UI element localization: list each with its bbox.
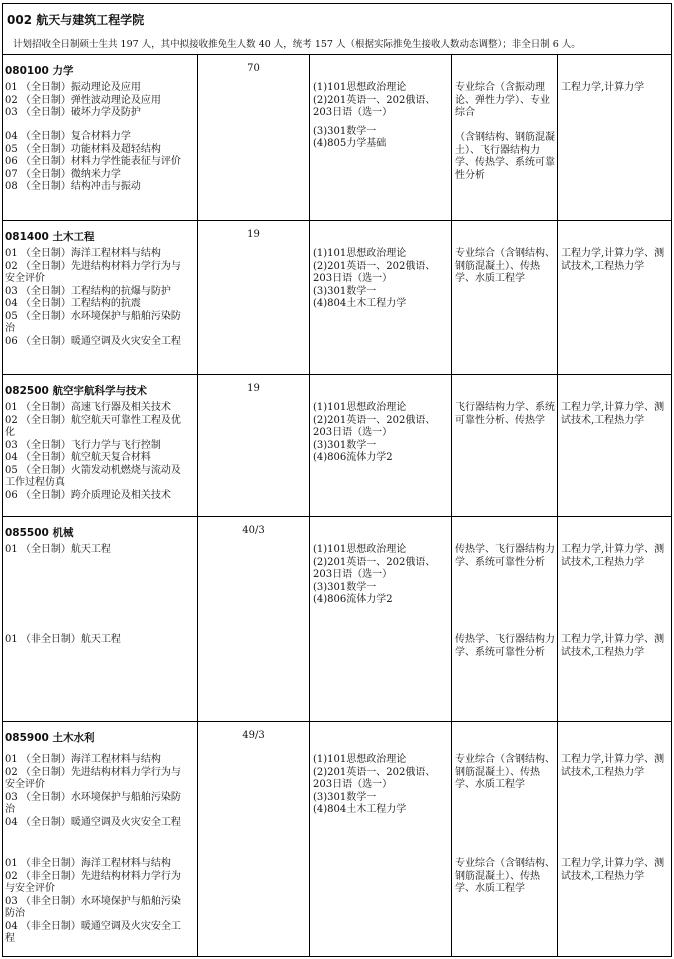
retest-subjects: 传热学、飞行器结构力学、系统可靠性分析 xyxy=(455,544,555,568)
retest-subjects: 专业综合（含钢结构、钢筋混凝土）、传热学、水质工程学 xyxy=(455,754,555,790)
research-directions xyxy=(5,402,195,502)
retest-subjects: 飞行器结构力学、系统可靠性分析、传热学 xyxy=(455,402,555,426)
major-row-082500 xyxy=(2,374,672,517)
retest-subjects: 专业综合（含振动理论、弹性力学）、专业综合 xyxy=(455,82,550,118)
major-name: 085500 机械 xyxy=(5,527,74,539)
direction-item: 程 xyxy=(5,933,15,944)
direction-item: 01 （全日制）高速飞行器及相关技术 xyxy=(5,402,171,413)
major-cell xyxy=(2,721,198,957)
exam-subject: (1)101思想政治理论 xyxy=(313,402,407,413)
major-name: 082500 航空宇航科学与技术 xyxy=(5,385,147,397)
retest-subjects-cell xyxy=(452,721,558,957)
exam-subject: 203日语（选一） xyxy=(313,273,393,284)
equivalent-subjects-cell xyxy=(558,374,672,517)
direction-item: 04 （全日制）航空航天复合材料 xyxy=(5,452,151,463)
major-row-080100 xyxy=(2,54,672,221)
direction-item: 04 （非全日制）暖通空调及火灾安全工 xyxy=(5,920,181,932)
research-directions xyxy=(5,858,195,946)
major-row-081400 xyxy=(2,220,672,375)
direction-item: 04 （全日制）工程结构的抗震 xyxy=(5,298,141,309)
direction-item: 03 （非全日制）水环境保护与船舶污染 xyxy=(5,895,181,907)
retest-subjects: 传热学、飞行器结构力学、系统可靠性分析 xyxy=(455,634,555,658)
major-cell xyxy=(2,516,198,722)
direction-item: 05 （全日制）水环境保护与船舶污染防 xyxy=(5,310,181,322)
direction-item: 01 （非全日制）海洋工程材料与结构 xyxy=(5,858,171,869)
major-name: 085900 土木水利 xyxy=(5,732,95,744)
equivalent-subjects: 工程力学,计算力学、测试技术,工程热力学 xyxy=(561,754,665,778)
direction-item: 06 （全日制）暖通空调及火灾安全工程 xyxy=(5,335,181,347)
major-row-085500 xyxy=(2,516,672,722)
exam-subjects xyxy=(313,754,449,817)
exam-subject: (3)301数学一 xyxy=(313,285,377,297)
exam-subject: (4)806流体力学2 xyxy=(313,452,393,463)
retest-subjects: 专业综合（含钢结构、钢筋混凝土）、传热学、水质工程学 xyxy=(455,858,555,894)
direction-item: 03 （全日制）飞行力学与飞行控制 xyxy=(5,439,161,451)
catalog-page xyxy=(2,3,672,957)
retest-subjects: （含钢结构、钢筋混凝土）、飞行器结构力学、传热学、系统可靠性分析 xyxy=(455,132,555,181)
direction-item: 07 （全日制）微纳米力学 xyxy=(5,168,121,180)
research-directions xyxy=(5,131,195,194)
equivalent-subjects-cell xyxy=(558,54,672,221)
exam-subject: (1)101思想政治理论 xyxy=(313,248,407,259)
direction-item: 安全评价 xyxy=(5,779,45,790)
direction-item: 05 （全日制）火箭发动机燃烧与流动及 xyxy=(5,464,181,476)
major-name: 080100 力学 xyxy=(5,65,74,77)
retest-subjects-cell xyxy=(452,54,558,221)
major-cell xyxy=(2,220,198,375)
direction-item: 02 （非全日制）先进结构材料力学行为 xyxy=(5,870,181,882)
exam-subject: 203日语（选一） xyxy=(313,427,393,438)
retest-subjects: 专业综合（含钢结构、钢筋混凝土）、传热学、水质工程学 xyxy=(455,248,555,284)
direction-item: 02 （全日制）弹性波动理论及应用 xyxy=(5,94,161,106)
direction-item: 01 （非全日制）航天工程 xyxy=(5,634,121,645)
exam-subjects-cell xyxy=(310,54,452,221)
equivalent-subjects: 工程力学,计算力学 xyxy=(561,82,645,93)
exam-subjects xyxy=(313,544,449,607)
direction-item: 04 （全日制）复合材料力学 xyxy=(5,131,131,142)
plan-cell xyxy=(198,516,310,722)
equivalent-subjects-cell xyxy=(558,516,672,722)
exam-subject: (4)806流体力学2 xyxy=(313,594,393,605)
exam-subjects-cell xyxy=(310,220,452,375)
equivalent-subjects: 工程力学,计算力学、测试技术,工程热力学 xyxy=(561,248,665,272)
direction-item: 治 xyxy=(5,323,15,334)
exam-subject: 203日语（选一） xyxy=(313,107,393,118)
plan-cell xyxy=(198,721,310,957)
direction-item: 与安全评价 xyxy=(5,883,55,894)
enrollment-count: 49/3 xyxy=(242,730,265,741)
direction-item: 03 （全日制）工程结构的抗爆与防护 xyxy=(5,285,171,297)
exam-subject: (2)201英语一、202俄语、 xyxy=(313,94,436,106)
exam-subject: 203日语（选一） xyxy=(313,569,393,580)
enrollment-plan-note: 计划招收全日制硕士生共 197 人，其中拟接收推免生人数 40 人，统考 157 人（根据实际推免生接收人数动态调整）；非全日制 6 人。 xyxy=(13,39,581,50)
exam-subject: (4)804土木工程力学 xyxy=(313,804,407,815)
direction-item: 06 （全日制）材料力学性能表征与评价 xyxy=(5,156,181,167)
major-name: 081400 土木工程 xyxy=(5,231,95,243)
exam-subject: (2)201英语一、202俄语、 xyxy=(313,414,436,426)
direction-item: 05 （全日制）功能材料及超轻结构 xyxy=(5,143,161,155)
direction-item: 01 （全日制）海洋工程材料与结构 xyxy=(5,248,161,259)
major-row-085900 xyxy=(2,721,672,957)
equivalent-subjects: 工程力学,计算力学、测试技术,工程热力学 xyxy=(561,544,665,568)
direction-item: 01 （全日制）航天工程 xyxy=(5,544,111,555)
department-header xyxy=(2,3,672,55)
exam-subject: (3)301数学一 xyxy=(313,791,377,803)
direction-item: 安全评价 xyxy=(5,273,45,284)
direction-item: 01 （全日制）海洋工程材料与结构 xyxy=(5,754,161,765)
research-directions xyxy=(5,248,195,348)
exam-subject: (1)101思想政治理论 xyxy=(313,544,407,555)
exam-subject: (4)804土木工程力学 xyxy=(313,298,407,309)
plan-cell xyxy=(198,220,310,375)
equivalent-subjects: 工程力学,计算力学、测试技术,工程热力学 xyxy=(561,634,665,658)
direction-item: 防治 xyxy=(5,908,25,919)
direction-item: 工作过程仿真 xyxy=(5,477,65,488)
equivalent-subjects-cell xyxy=(558,220,672,375)
equivalent-subjects: 工程力学,计算力学、测试技术,工程热力学 xyxy=(561,402,665,426)
retest-subjects-cell xyxy=(452,516,558,722)
direction-item: 02 （全日制）航空航天可靠性工程及优 xyxy=(5,414,181,426)
exam-subject: (1)101思想政治理论 xyxy=(313,754,407,765)
direction-item: 03 （全日制）水环境保护与船舶污染防 xyxy=(5,791,181,803)
exam-subject: (3)301数学一 xyxy=(313,581,377,593)
direction-item: 08 （全日制）结构冲击与振动 xyxy=(5,181,141,192)
exam-subject: (2)201英语一、202俄语、 xyxy=(313,260,436,272)
major-cell xyxy=(2,374,198,517)
research-directions xyxy=(5,544,195,557)
exam-subject: (3)301数学一 xyxy=(313,125,377,137)
research-directions xyxy=(5,754,195,829)
exam-subjects-cell xyxy=(310,374,452,517)
exam-subject: (1)101思想政治理论 xyxy=(313,82,407,93)
plan-cell xyxy=(198,54,310,221)
exam-subject: (2)201英语一、202俄语、 xyxy=(313,556,436,568)
enrollment-count: 19 xyxy=(247,383,260,394)
exam-subjects xyxy=(313,82,449,151)
equivalent-subjects: 工程力学,计算力学、测试技术,工程热力学 xyxy=(561,858,665,882)
enrollment-count: 19 xyxy=(247,229,260,240)
direction-item: 06 （全日制）跨介质理论及相关技术 xyxy=(5,489,171,501)
major-cell xyxy=(2,54,198,221)
equivalent-subjects-cell xyxy=(558,721,672,957)
direction-item: 治 xyxy=(5,804,15,815)
direction-item: 01 （全日制）振动理论及应用 xyxy=(5,82,141,93)
retest-subjects-cell xyxy=(452,220,558,375)
enrollment-count: 70 xyxy=(247,63,260,74)
exam-subject: (4)805力学基础 xyxy=(313,138,387,149)
direction-item: 04 （全日制）暖通空调及火灾安全工程 xyxy=(5,816,181,828)
direction-item: 化 xyxy=(5,427,15,438)
exam-subjects-cell xyxy=(310,721,452,957)
exam-subjects xyxy=(313,248,449,311)
direction-item: 03 （全日制）破坏力学及防护 xyxy=(5,107,141,118)
exam-subject: (3)301数学一 xyxy=(313,439,377,451)
retest-subjects-cell xyxy=(452,374,558,517)
research-directions xyxy=(5,634,195,647)
exam-subjects xyxy=(313,402,449,465)
exam-subjects-cell xyxy=(310,516,452,722)
exam-subject: 203日语（选一） xyxy=(313,779,393,790)
research-directions xyxy=(5,82,195,120)
direction-item: 02 （全日制）先进结构材料力学行为与 xyxy=(5,766,181,778)
enrollment-count: 40/3 xyxy=(242,525,265,536)
plan-cell xyxy=(198,374,310,517)
exam-subject: (2)201英语一、202俄语、 xyxy=(313,766,436,778)
department-title: 002 航天与建筑工程学院 xyxy=(7,13,145,27)
direction-item: 02 （全日制）先进结构材料力学行为与 xyxy=(5,260,181,272)
